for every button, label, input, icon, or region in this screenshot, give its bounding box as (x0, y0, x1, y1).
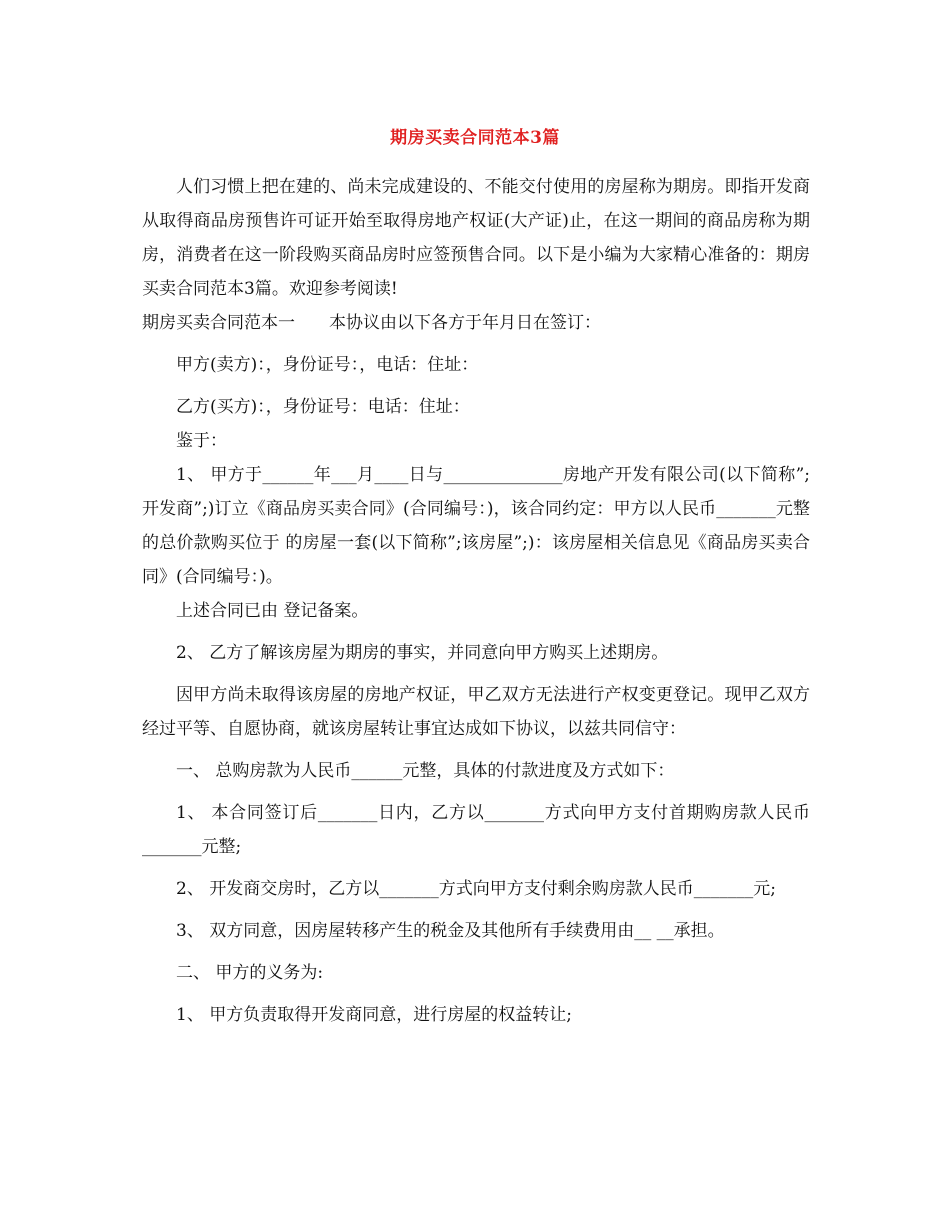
intro-paragraph: 人们习惯上把在建的、尚未完成建设的、不能交付使用的房屋称为期房。即指开发商从取得商品房预售许可证开始至取得房地产权证(大产证)止，在这一期间的商品房称为期房，消费者在这一阶段购买商品房时应签预售合同。以下是小编为大家精心准备的：期房买卖合同范本3篇。欢迎参考阅读! (142, 177, 810, 299)
registration-line: 上述合同已由 登记备案。 (176, 601, 369, 621)
document-body (142, 170, 810, 1032)
agreement-paragraph: 因甲方尚未取得该房屋的房地产权证，甲乙双方无法进行产权变更登记。现甲乙双方经过平等、自愿协商，就该房屋转让事宜达成如下协议，以兹共同信守： (142, 685, 810, 739)
party-b-line: 乙方(买方)：，身份证号：电话：住址： (176, 397, 470, 417)
payment-heading: 一、 总购房款为人民币______元整，具体的付款进度及方式如下： (176, 761, 675, 781)
payment-item-3: 3、 双方同意，因房屋转移产生的税金及其他所有手续费用由__ __承担。 (176, 921, 725, 941)
clause-1-paragraph: 1、 甲方于______年___月____日与______________房地产开发有限公司(以下简称”;开发商”;)订立《商品房买卖合同》(合同编号：)，该合同约定：甲方以人民币_______元整的总价款购买位于 的房屋一套(以下简称”;该房屋”;)：该房屋相关信息见《商品房买卖合同》(合同编号：)。 (142, 465, 810, 587)
payment-item-1: 1、 本合同签订后_______日内，乙方以_______方式向甲方支付首期购房款人民币_______元整; (142, 803, 810, 857)
whereas-line: 鉴于： (176, 431, 227, 451)
clause-2-paragraph: 2、 乙方了解该房屋为期房的事实，并同意向甲方购买上述期房。 (176, 643, 669, 663)
party-a-line: 甲方(卖方)：，身份证号：，电话：住址： (176, 355, 479, 375)
payment-item-2: 2、 开发商交房时，乙方以_______方式向甲方支付剩余购房款人民币_______元; (176, 879, 776, 899)
party-a-obligations-heading: 二、 甲方的义务为: (176, 963, 324, 983)
document-title: 期房买卖合同范本3篇 (390, 128, 560, 148)
obligation-item-1: 1、 甲方负责取得开发商同意，进行房屋的权益转让; (176, 1005, 572, 1025)
section-heading-1: 期房买卖合同范本一 本协议由以下各方于年月日在签订： (142, 313, 601, 333)
